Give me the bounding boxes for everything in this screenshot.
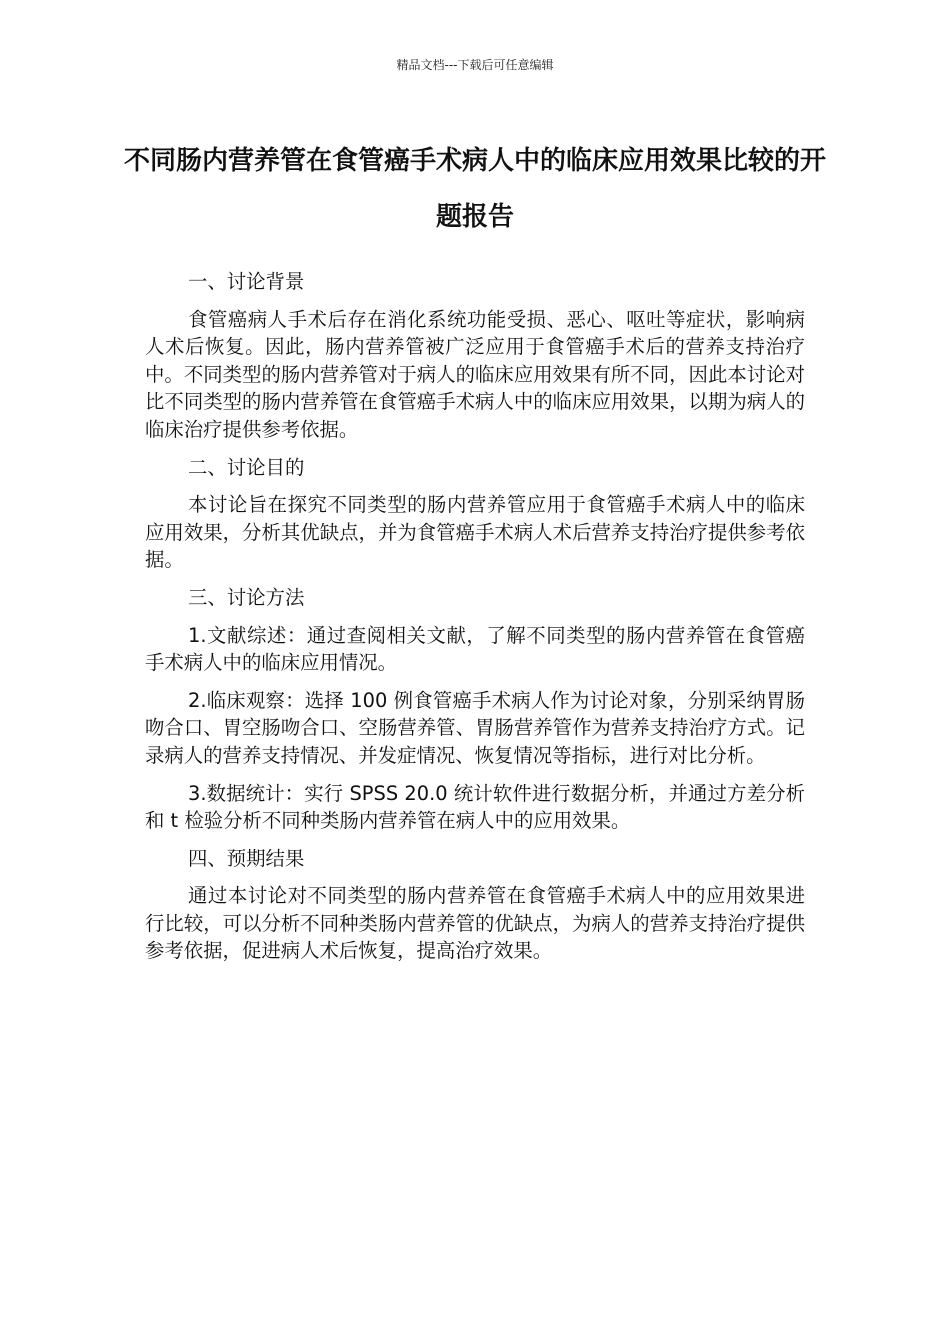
section-paragraph: 食管癌病人手术后存在消化系统功能受损、恶心、呕吐等症状，影响病人术后恢复。因此，肠内营养管被广泛应用于食管癌手术后的营养支持治疗中。不同类型的肠内营养管对于病人的临床应用效果有所不同，因此本讨论对比不同类型的肠内营养管在食管癌手术病人中的临床应用效果，以期为病人的临床治疗提供参考依据。 (145, 307, 805, 441)
method-item-clinical-observation: 2.临床观察：选择 100 例食管癌手术病人作为讨论对象，分别采纳胃肠吻合口、胃空肠吻合口、空肠营养管、胃肠营养管作为营养支持治疗方式。记录病人的营养支持情况、并发症情况、恢复情况等指标，进行对比分析。 (145, 688, 805, 767)
section-heading-background: 一、讨论背景 (188, 270, 305, 293)
header-note: 精品文档---下载后可任意编辑 (396, 58, 554, 72)
document-body (145, 268, 805, 975)
section-paragraph: 通过本讨论对不同类型的肠内营养管在食管癌手术病人中的应用效果进行比较，可以分析不同种类肠内营养管的优缺点，为病人的营养支持治疗提供参考依据，促进病人术后恢复，提高治疗效果。 (145, 884, 805, 963)
section-heading-expected-results: 四、预期结果 (188, 846, 305, 870)
method-item-statistics: 3.数据统计：实行 SPSS 20.0 统计软件进行数据分析，并通过方差分析和 t 检验分析不同种类肠内营养管在病人中的应用效果。 (145, 781, 805, 833)
section-heading-purpose: 二、讨论目的 (188, 455, 305, 479)
section-paragraph: 本讨论旨在探究不同类型的肠内营养管应用于食管癌手术病人中的临床应用效果，分析其优缺点，并为食管癌手术病人术后营养支持治疗提供参考依据。 (145, 493, 805, 572)
section-heading-methods: 三、讨论方法 (188, 585, 305, 609)
document-title: 不同肠内营养管在食管癌手术病人中的临床应用效果比较的开题报告 (123, 146, 826, 232)
method-item-literature-review: 1.文献综述：通过查阅相关文献，了解不同类型的肠内营养管在食管癌手术病人中的临床应用情况。 (145, 623, 805, 675)
